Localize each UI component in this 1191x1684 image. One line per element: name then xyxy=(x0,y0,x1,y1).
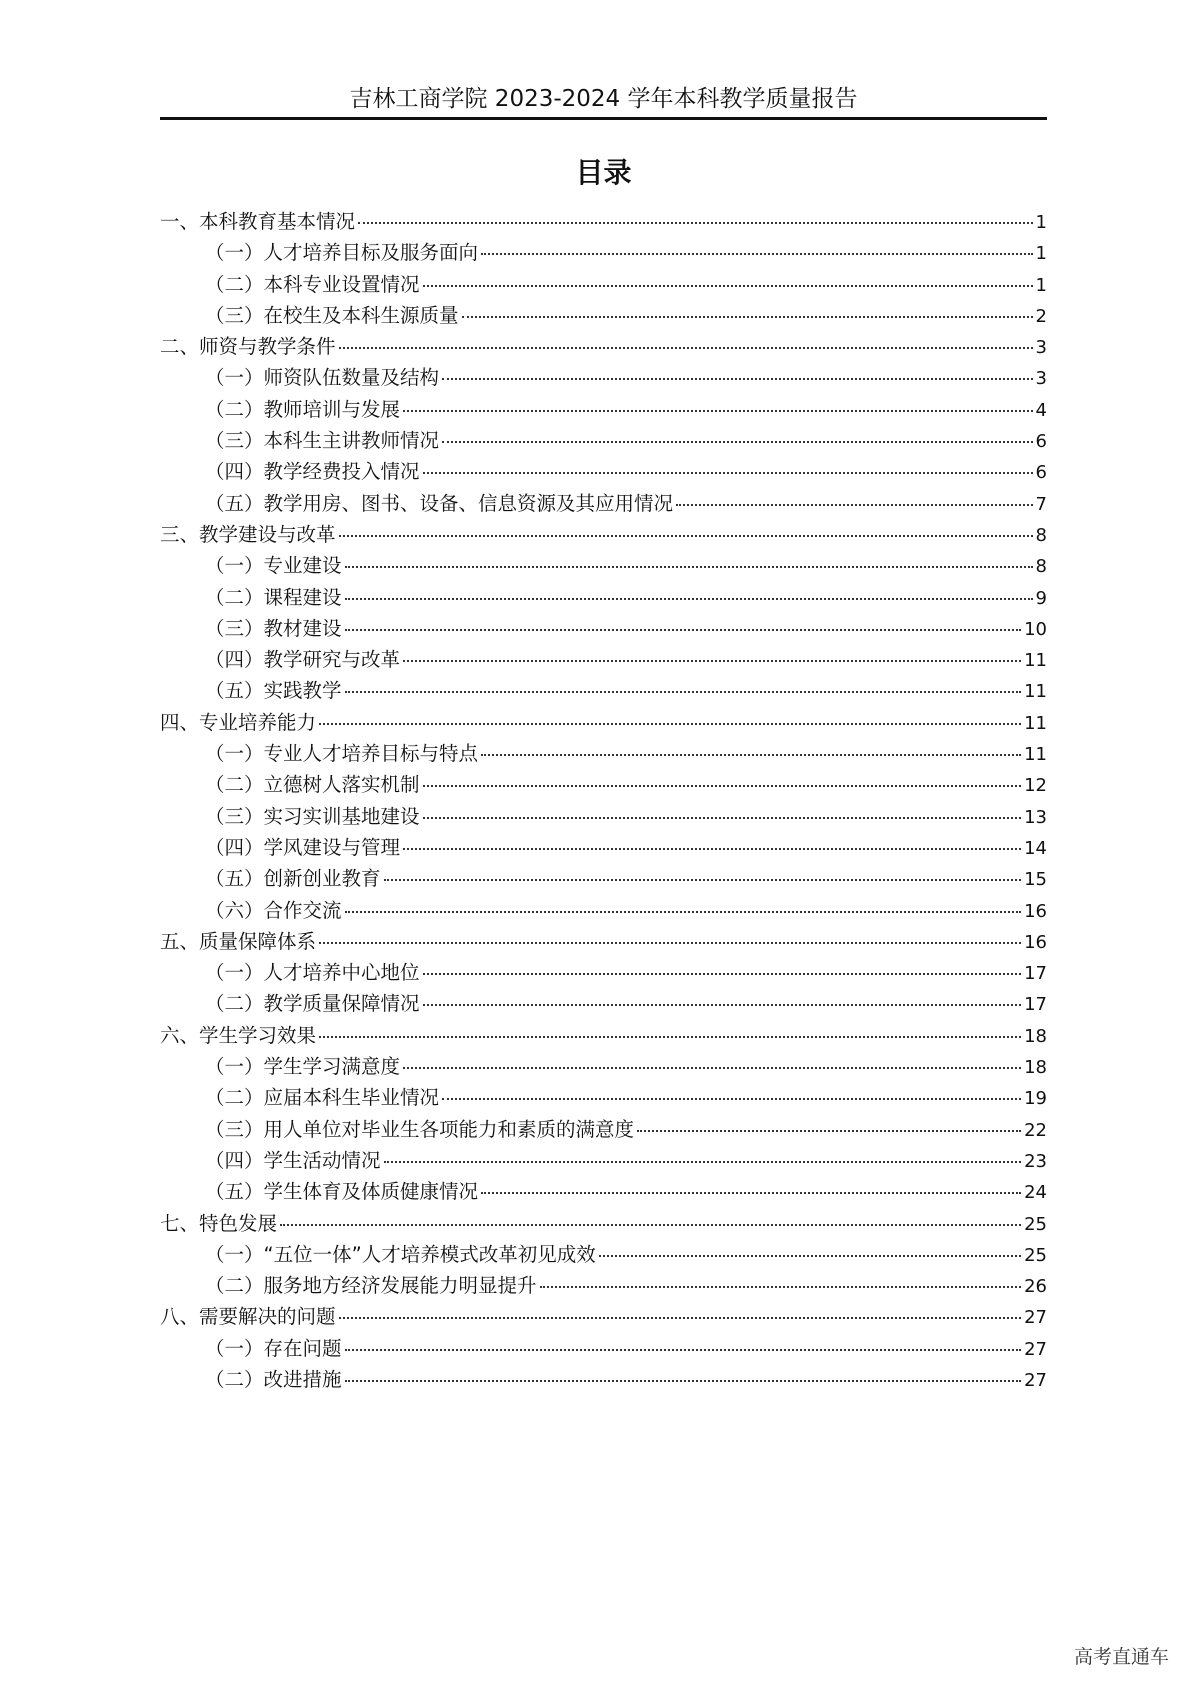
toc-entry-label: （四）教学研究与改革 xyxy=(205,648,401,672)
toc-entry-label: （二）应届本科生毕业情况 xyxy=(205,1086,440,1110)
toc-dot-leader xyxy=(481,754,1021,756)
toc-entry-label: （三）本科生主讲教师情况 xyxy=(205,429,440,453)
toc-dot-leader xyxy=(345,1349,1022,1351)
toc-dot-leader xyxy=(442,441,1033,443)
toc-entry-page-number: 26 xyxy=(1024,1276,1047,1298)
toc-entry-page-number: 10 xyxy=(1024,618,1047,640)
toc-entry-page-number: 13 xyxy=(1024,806,1047,828)
toc-entry-page-number: 25 xyxy=(1024,1213,1047,1235)
toc-section-entry[interactable] xyxy=(160,331,1047,362)
toc-subsection-entry[interactable] xyxy=(160,1114,1047,1145)
toc-dot-leader xyxy=(345,598,1033,600)
toc-subsection-entry[interactable] xyxy=(160,738,1047,769)
toc-entry-label: （二）本科专业设置情况 xyxy=(205,272,420,296)
toc-entry-label: （三）教材建设 xyxy=(205,616,342,640)
toc-entry-label: （一）师资队伍数量及结构 xyxy=(205,366,440,390)
toc-entry-label: 五、质量保障体系 xyxy=(160,929,317,953)
toc-entry-page-number: 17 xyxy=(1024,963,1047,985)
toc-entry-label: （二）改进措施 xyxy=(205,1367,342,1391)
watermark-text: 高考直通车 xyxy=(1073,1646,1169,1668)
toc-dot-leader xyxy=(345,1380,1022,1382)
toc-dot-leader xyxy=(345,691,1022,693)
toc-subsection-entry[interactable] xyxy=(160,550,1047,581)
toc-dot-leader xyxy=(481,253,1033,255)
toc-entry-page-number: 15 xyxy=(1024,869,1047,891)
toc-subsection-entry[interactable] xyxy=(160,1145,1047,1176)
toc-entry-label: （一）学生学习满意度 xyxy=(205,1055,401,1079)
toc-dot-leader xyxy=(462,316,1033,318)
toc-entry-page-number: 27 xyxy=(1024,1307,1047,1329)
toc-subsection-entry[interactable] xyxy=(160,1333,1047,1364)
toc-entry-page-number: 17 xyxy=(1024,994,1047,1016)
toc-dot-leader xyxy=(339,535,1033,537)
toc-entry-label: （五）教学用房、图书、设备、信息资源及其应用情况 xyxy=(205,491,674,515)
toc-dot-leader xyxy=(403,660,1021,662)
toc-dot-leader xyxy=(345,629,1022,631)
toc-subsection-entry[interactable] xyxy=(160,895,1047,926)
toc-subsection-entry[interactable] xyxy=(160,362,1047,393)
toc-subsection-entry[interactable] xyxy=(160,1364,1047,1395)
toc-dot-leader xyxy=(423,472,1033,474)
toc-entry-label: （六）合作交流 xyxy=(205,898,342,922)
toc-entry-page-number: 14 xyxy=(1024,837,1047,859)
running-header: 吉林工商学院 2023-2024 学年本科教学质量报告 xyxy=(349,86,858,112)
toc-entry-label: （二）立德树人落实机制 xyxy=(205,773,420,797)
toc-entry-page-number: 6 xyxy=(1035,462,1047,484)
toc-entry-page-number: 8 xyxy=(1035,556,1047,578)
table-of-contents xyxy=(160,206,1047,1395)
toc-subsection-entry[interactable] xyxy=(160,675,1047,706)
toc-subsection-entry[interactable] xyxy=(160,832,1047,863)
toc-subsection-entry[interactable] xyxy=(160,1051,1047,1082)
toc-dot-leader xyxy=(442,1098,1021,1100)
toc-entry-label: 三、教学建设与改革 xyxy=(160,522,336,546)
toc-entry-label: （一）人才培养目标及服务面向 xyxy=(205,241,479,265)
toc-subsection-entry[interactable] xyxy=(160,488,1047,519)
toc-dot-leader xyxy=(442,378,1033,380)
toc-entry-label: （四）学生活动情况 xyxy=(205,1148,381,1172)
toc-entry-label: （五）创新创业教育 xyxy=(205,867,381,891)
toc-entry-page-number: 27 xyxy=(1024,1338,1047,1360)
toc-dot-leader xyxy=(403,1067,1021,1069)
toc-entry-label: （五）实践教学 xyxy=(205,679,342,703)
toc-entry-page-number: 4 xyxy=(1035,399,1047,421)
toc-entry-page-number: 1 xyxy=(1035,243,1047,265)
toc-dot-leader xyxy=(676,504,1033,506)
toc-entry-page-number: 11 xyxy=(1024,650,1047,672)
toc-dot-leader xyxy=(319,942,1021,944)
toc-dot-leader xyxy=(403,410,1033,412)
toc-dot-leader xyxy=(423,1004,1022,1006)
toc-subsection-entry[interactable] xyxy=(160,957,1047,988)
toc-entry-label: （三）在校生及本科生源质量 xyxy=(205,303,459,327)
toc-section-entry[interactable] xyxy=(160,926,1047,957)
toc-dot-leader xyxy=(423,285,1033,287)
toc-entry-label: （一）专业建设 xyxy=(205,554,342,578)
toc-subsection-entry[interactable] xyxy=(160,237,1047,268)
toc-entry-page-number: 19 xyxy=(1024,1088,1047,1110)
toc-entry-label: （五）学生体育及体质健康情况 xyxy=(205,1180,479,1204)
toc-dot-leader xyxy=(384,1161,1022,1163)
toc-entry-label: 二、师资与教学条件 xyxy=(160,335,336,359)
toc-entry-label: 六、学生学习效果 xyxy=(160,1023,317,1047)
toc-dot-leader xyxy=(481,1192,1021,1194)
toc-subsection-entry[interactable] xyxy=(160,394,1047,425)
toc-section-entry[interactable] xyxy=(160,1208,1047,1239)
toc-dot-leader xyxy=(339,347,1033,349)
toc-dot-leader xyxy=(423,973,1022,975)
toc-subsection-entry[interactable] xyxy=(160,1176,1047,1207)
toc-dot-leader xyxy=(345,911,1022,913)
toc-subsection-entry[interactable] xyxy=(160,863,1047,894)
toc-dot-leader xyxy=(319,723,1021,725)
toc-entry-label: （二）教学质量保障情况 xyxy=(205,992,420,1016)
toc-section-entry[interactable] xyxy=(160,519,1047,550)
toc-subsection-entry[interactable] xyxy=(160,801,1047,832)
toc-title: 目录 xyxy=(575,156,632,189)
toc-section-entry[interactable] xyxy=(160,1020,1047,1051)
header-rule xyxy=(160,117,1047,120)
toc-entry-label: （一）专业人才培养目标与特点 xyxy=(205,742,479,766)
toc-entry-page-number: 25 xyxy=(1024,1244,1047,1266)
toc-entry-label: （一）“五位一体”人才培养模式改革初见成效 xyxy=(205,1242,596,1266)
toc-dot-leader xyxy=(358,222,1033,224)
toc-entry-page-number: 11 xyxy=(1024,712,1047,734)
toc-entry-page-number: 6 xyxy=(1035,431,1047,453)
toc-entry-page-number: 22 xyxy=(1024,1119,1047,1141)
toc-subsection-entry[interactable] xyxy=(160,456,1047,487)
toc-entry-page-number: 3 xyxy=(1035,368,1047,390)
toc-subsection-entry[interactable] xyxy=(160,769,1047,800)
toc-dot-leader xyxy=(339,1317,1022,1319)
toc-entry-label: （二）课程建设 xyxy=(205,585,342,609)
toc-section-entry[interactable] xyxy=(160,206,1047,237)
toc-subsection-entry[interactable] xyxy=(160,1270,1047,1301)
toc-entry-label: 四、专业培养能力 xyxy=(160,710,317,734)
toc-entry-page-number: 11 xyxy=(1024,681,1047,703)
toc-entry-label: （四）教学经费投入情况 xyxy=(205,460,420,484)
toc-entry-label: （三）实习实训基地建设 xyxy=(205,804,420,828)
toc-entry-page-number: 2 xyxy=(1035,305,1047,327)
toc-subsection-entry[interactable] xyxy=(160,1239,1047,1270)
toc-subsection-entry[interactable] xyxy=(160,269,1047,300)
toc-entry-page-number: 18 xyxy=(1024,1025,1047,1047)
toc-entry-label: 八、需要解决的问题 xyxy=(160,1305,336,1329)
toc-entry-page-number: 12 xyxy=(1024,775,1047,797)
toc-entry-label: （二）服务地方经济发展能力明显提升 xyxy=(205,1274,537,1298)
toc-dot-leader xyxy=(599,1255,1021,1257)
toc-subsection-entry[interactable] xyxy=(160,425,1047,456)
toc-entry-page-number: 3 xyxy=(1035,337,1047,359)
toc-dot-leader xyxy=(280,1224,1021,1226)
toc-entry-page-number: 1 xyxy=(1035,274,1047,296)
toc-dot-leader xyxy=(423,785,1022,787)
toc-subsection-entry[interactable] xyxy=(160,300,1047,331)
toc-entry-label: 七、特色发展 xyxy=(160,1211,278,1235)
toc-dot-leader xyxy=(403,848,1021,850)
toc-entry-page-number: 24 xyxy=(1024,1182,1047,1204)
toc-dot-leader xyxy=(345,566,1033,568)
toc-entry-label: （二）教师培训与发展 xyxy=(205,397,401,421)
toc-entry-page-number: 1 xyxy=(1035,212,1047,233)
toc-section-entry[interactable] xyxy=(160,1301,1047,1332)
toc-entry-page-number: 16 xyxy=(1024,900,1047,922)
toc-entry-label: （四）学风建设与管理 xyxy=(205,835,401,859)
toc-section-entry[interactable] xyxy=(160,707,1047,738)
toc-entry-label: （三）用人单位对毕业生各项能力和素质的满意度 xyxy=(205,1117,635,1141)
toc-entry-page-number: 11 xyxy=(1024,744,1047,766)
toc-dot-leader xyxy=(384,879,1022,881)
toc-subsection-entry[interactable] xyxy=(160,613,1047,644)
toc-subsection-entry[interactable] xyxy=(160,1082,1047,1113)
toc-entry-page-number: 27 xyxy=(1024,1369,1047,1391)
toc-entry-page-number: 7 xyxy=(1035,493,1047,515)
toc-dot-leader xyxy=(540,1286,1022,1288)
toc-dot-leader xyxy=(423,817,1022,819)
toc-entry-page-number: 16 xyxy=(1024,931,1047,953)
toc-subsection-entry[interactable] xyxy=(160,988,1047,1019)
toc-entry-page-number: 9 xyxy=(1035,587,1047,609)
toc-entry-label: （一）存在问题 xyxy=(205,1336,342,1360)
toc-subsection-entry[interactable] xyxy=(160,644,1047,675)
toc-dot-leader xyxy=(637,1130,1021,1132)
toc-entry-page-number: 8 xyxy=(1035,524,1047,546)
toc-entry-page-number: 18 xyxy=(1024,1057,1047,1079)
toc-entry-label: （一）人才培养中心地位 xyxy=(205,961,420,985)
toc-subsection-entry[interactable] xyxy=(160,582,1047,613)
toc-entry-page-number: 23 xyxy=(1024,1150,1047,1172)
toc-entry-label: 一、本科教育基本情况 xyxy=(160,210,356,233)
toc-dot-leader xyxy=(319,1036,1021,1038)
